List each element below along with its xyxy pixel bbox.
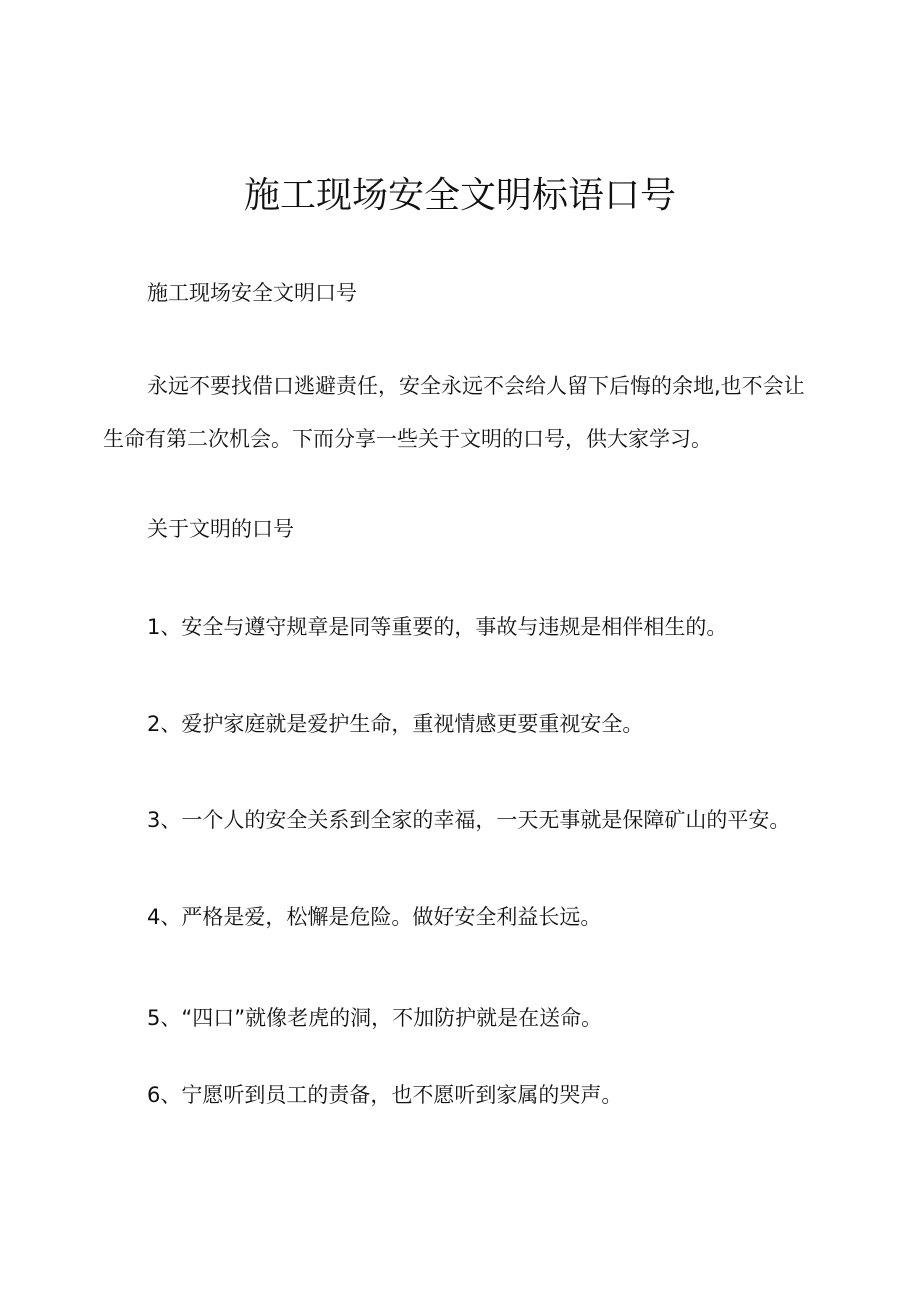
slogan-item: 2、爱护家庭就是爱护生命，重视情感更要重视安全。 <box>147 712 644 736</box>
slogan-item: 6、宁愿听到员工的责备，也不愿听到家属的哭声。 <box>147 1083 623 1107</box>
slogan-item: 4、严格是爱，松懈是危险。做好安全利益长远。 <box>147 905 602 929</box>
subtitle: 施工现场安全文明口号 <box>147 281 357 305</box>
slogan-item: 1、安全与遵守规章是同等重要的，事故与违规是相伴相生的。 <box>147 615 728 639</box>
document-title: 施工现场安全文明标语口号 <box>243 175 676 216</box>
slogan-item: 3、一个人的安全关系到全家的幸福，一天无事就是保障矿山的平安。 <box>147 808 791 832</box>
section-heading: 关于文明的口号 <box>147 517 294 541</box>
slogan-item: 5、“四口”就像老虎的洞，不加防护就是在送命。 <box>147 1006 603 1030</box>
intro-paragraph: 永远不要找借口逃避责任，安全永远不会给人留下后悔的余地,也不会让生命有第二次机会。下而分享一些关于文明的口号，供大家学习。 <box>103 374 805 451</box>
